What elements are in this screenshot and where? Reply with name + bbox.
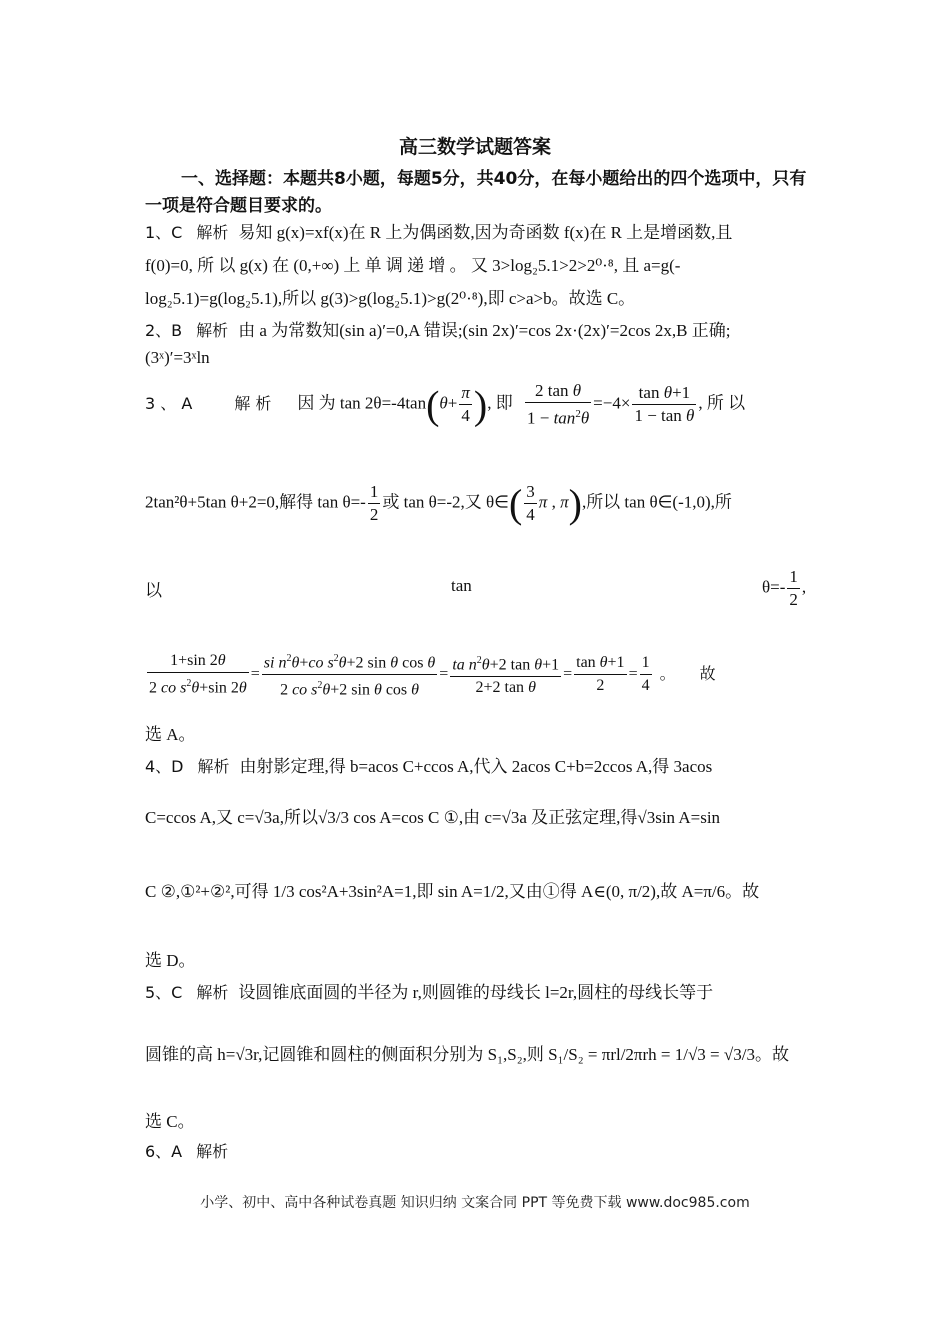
q5-line-1 [145, 978, 807, 1003]
q2-line-1 [145, 316, 807, 341]
q4-text-1: 由射影定理,得 b=acos C+ccos A,代入 2acos C+b=2ccos A,得 3acos [239, 757, 713, 776]
q1-number: 1、C [145, 223, 183, 242]
q3-text-2b: 或 tan θ=-2,又 θ∈ [382, 492, 509, 512]
q3-line-5: 选 A。 [145, 725, 196, 744]
q4-number: 4、D [145, 757, 184, 776]
frac-c: $\frac{ta n^2\theta+2 \tan \theta+1}{\text{2+2 tan θ}}$ [450, 650, 561, 699]
q3-line-1: 3 、 A 解 析 因 为 tan 2θ=-4tan(θ+ $\frac{\pi}{4}$ ), 即 $\frac{\text{2 tan θ}}{1 - \tan^2\theta}$ =−4× $\frac{\text{tan θ+1}}{\text{1 − tan θ}}$ , 所 以 [145, 381, 746, 428]
q5-number: 5、C [145, 983, 183, 1002]
q3-text-3c: θ=- [762, 577, 786, 597]
paren-close: ) [473, 382, 488, 428]
q3-text-2a: 2tan²θ+5tan θ+2=0,解得 tan θ=- [145, 492, 366, 512]
q1-text-1: 易知 g(x)=xf(x)在 R 上为偶函数,因为奇函数 f(x)在 R 上是增函数,且 [238, 223, 733, 242]
frac-a: $\frac{1+\sin 2\theta}{2 co s^2\theta+\sin 2\theta}$ [149, 652, 247, 697]
frac-pi-4: $\frac{\pi}{4}$ [461, 383, 470, 426]
q5-text-1: 设圆锥底面圆的半径为 r,则圆锥的母线长 l=2r,圆柱的母线长等于 [238, 983, 714, 1002]
q3-line-3b: tan [451, 576, 472, 595]
page-footer: 小学、初中、高中各种试卷真题 知识归纳 文案合同 PPT 等免费下载 www.doc985.com [200, 1195, 750, 1211]
q4-line-2: C=ccos A,又 c=√3a,所以√3/3 cos A=cos C ①,由 c=√3a 及正弦定理,得√3sin A=sin [145, 808, 721, 827]
q3-line-2: 2tan²θ+5tan θ+2=0,解得 tan θ=- $\frac{1}{2}$ 或 tan θ=-2,又 θ∈( $\frac{3}{4}$ π , π),所以 tan θ∈(-1,0),所 [145, 481, 732, 526]
q5-line-2: 圆锥的高 h=√3r,记圆锥和圆柱的侧面积分别为 S₁,S₂,则 S₁/S₂ = πrl/2πrh = 1/√3 = √3/3。故 [145, 1045, 789, 1064]
paren-open: ( [508, 481, 523, 526]
frac-d: $\frac{\text{tan θ+1}}{2}$ [576, 654, 625, 695]
frac-1-2: $\frac{1}{2}$ [369, 482, 379, 524]
q3-text-4end: 。 故 [659, 665, 726, 683]
q2-label: 解析 [196, 321, 229, 340]
q2-text-1: 由 a 为常数知(sin a)′=0,A 错误;(sin 2x)′=cos 2x·(2x)′=2cos 2x,B 正确; [238, 321, 731, 340]
paren-open: ( [426, 382, 440, 428]
q3-number: 3 、 A [145, 393, 193, 413]
q1-line-2: f(0)=0, 所 以 g(x) 在 (0,+∞) 上 单 调 递 增 。 又 3>log₂5.1>2>2⁰·⁸, 且 a=g(- [145, 256, 681, 275]
frac-e: $\frac{1}{4}$ [641, 654, 650, 695]
q4-line-3: C ②,①²+②²,可得 1/3 cos²A+3sin²A=1,即 sin A=1/2,又由①得 A∈(0, π/2),故 A=π/6。故 [145, 882, 760, 901]
frac-tan2theta: $\frac{\text{2 tan θ}}{1 - \tan^2\theta}$ [526, 381, 590, 428]
q1-line-1 [145, 218, 807, 243]
paren-close: ) [568, 481, 582, 526]
q4-line-1 [145, 752, 807, 777]
q3-line-3c: θ=- $\frac{1}{2}$ , [762, 567, 807, 609]
q3-text-1c: =−4× [593, 393, 631, 413]
q3-text-1a: 因 为 tan 2θ=-4tan [297, 393, 427, 413]
q2-number: 2、B [145, 321, 183, 340]
q4-label: 解析 [197, 757, 230, 776]
q1-line-3: log₂5.1)=g(log₂5.1),所以 g(3)>g(log₂5.1)>g(2⁰·⁸),即 c>a>b。故选 C。 [145, 289, 636, 308]
q1-label: 解析 [196, 223, 229, 242]
q3-text-1b: , 即 [487, 393, 513, 413]
frac-1-2-b: $\frac{1}{2}$ [789, 567, 798, 609]
frac-b: $\frac{si n^2\theta+co s^2\theta+2 \sin \theta \cos \theta}{2 co s^2\theta+2 \sin \theta \cos \theta}$ [262, 648, 438, 702]
q5-line-3: 选 C。 [145, 1112, 195, 1131]
q6-line-1 [145, 1139, 807, 1162]
q3-text-2c: ,所以 tan θ∈(-1,0),所 [581, 492, 732, 512]
q6-label: 解析 [196, 1142, 229, 1161]
frac-tan-plus: $\frac{\text{tan θ+1}}{\text{1 − tan θ}}$ [634, 383, 695, 426]
q2-line-2: (3ˣ)′=3ˣln [145, 348, 210, 367]
q4-line-4: 选 D。 [145, 951, 196, 970]
section-header: 一、选择题：本题共8小题，每题5分，共40分，在每小题给出的四个选项中，只有一项是符合题目要求的。 [145, 169, 807, 216]
q3-text-1d: , 所 以 [698, 393, 746, 413]
q5-label: 解析 [196, 983, 229, 1002]
q3-label: 解 析 [234, 393, 272, 413]
q6-number: 6、A [145, 1142, 183, 1161]
q3-line-3a: 以 [145, 581, 162, 600]
page-title: 高三数学试题答案 [398, 136, 551, 158]
q3-line-4: $\frac{1+\sin 2\theta}{2 co s^2\theta+\sin 2\theta}$ = $\frac{si n^2\theta+co s^2\theta+2 \sin \theta \cos \theta}{2 co s^2\theta+2 \sin \theta \cos \theta}$ = $\frac{ta n^2\theta+2 \tan \theta+1}{\text{2+2 tan θ}}$ = $\frac{\text{tan θ+1}}{2}$ = $\frac{1}{4}$ 。 故 [145, 648, 726, 702]
frac-3-4: $\frac{3}{4}$ [526, 482, 535, 524]
